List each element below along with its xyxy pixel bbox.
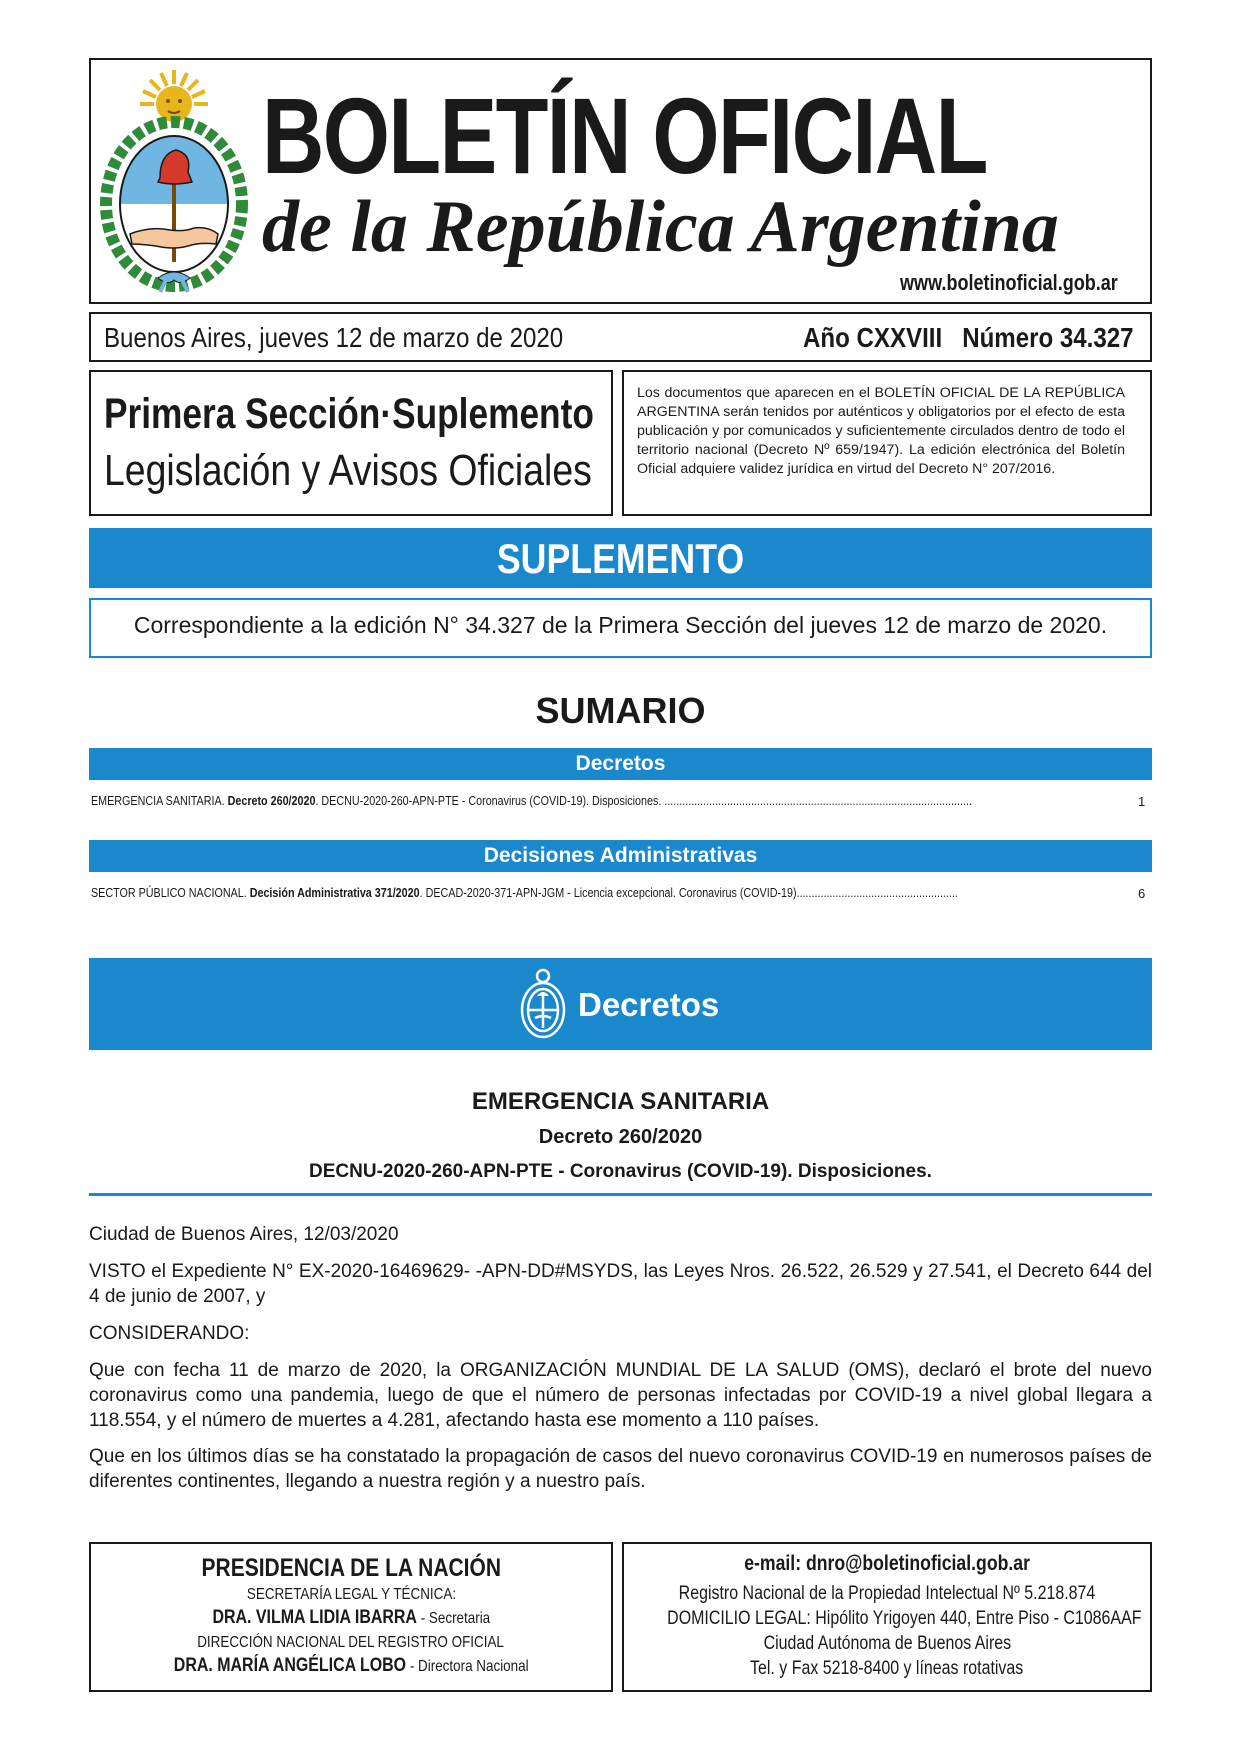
article-paragraph: VISTO el Expediente N° EX-2020-16469629- -APN-DD#MSYDS, las Leyes Nros. 26.522, 26.529 y 27.541, el Decreto 644 del 4 de junio de 2007, y xyxy=(89,1261,1152,1307)
footer-address-text: DOMICILIO LEGAL: Hipólito Yrigoyen 440, Entre Piso - C1086AAF xyxy=(667,1608,1142,1629)
issue-year-number: Año CXXVIII Número 34.327 xyxy=(803,322,1134,353)
sumario-title: SUMARIO xyxy=(535,690,706,731)
newspaper-subtitle: de la República Argentina xyxy=(262,186,1059,268)
article-paragraph: CONSIDERANDO: xyxy=(89,1323,250,1344)
footer-presidencia-text: PRESIDENCIA DE LA NACIÓN xyxy=(201,1554,501,1582)
toc-entry-decision[interactable] xyxy=(91,886,958,900)
toc-entry-title: Decreto 260/2020 xyxy=(227,794,316,808)
toc-page-number: 1 xyxy=(1138,794,1146,809)
footer-secretaria-role: - Secretaria xyxy=(416,1610,490,1627)
footer-registry xyxy=(622,1583,1152,1605)
sumario-heading-decisiones: Decisiones Administrativas xyxy=(89,840,1152,872)
legal-notice: Los documentos que aparecen en el BOLETÍN OFICIAL DE LA REPÚBLICA ARGENTINA serán tenidos por auténticos y obligatorios por el efecto de esta publicación y por comunicados y suficientemente circulados dentro de todo el territorio nacional (Decreto Nº 659/1947). La edición electrónica del Boletín Oficial adquiere validez jurídica en virtud del Decreto N° 207/2016. xyxy=(637,385,1125,477)
footer-email-text[interactable]: e-mail: dnro@boletinoficial.gob.ar xyxy=(744,1552,1030,1575)
article-paragraph: Ciudad de Buenos Aires, 12/03/2020 xyxy=(89,1224,399,1245)
footer-city-text: Ciudad Autónoma de Buenos Aires xyxy=(763,1633,1011,1654)
footer-direccion-label-text: DIRECCIÓN NACIONAL DEL REGISTRO OFICIAL xyxy=(197,1634,505,1651)
footer-secretaria-label-text: SECRETARÍA LEGAL Y TÉCNICA: xyxy=(246,1586,456,1603)
section-subtitle: Legislación y Avisos Oficiales xyxy=(104,446,592,495)
issue-date: Buenos Aires, jueves 12 de marzo de 2020 xyxy=(104,322,564,353)
toc-entry-title: Decisión Administrativa 371/2020 xyxy=(249,886,420,900)
section-title: Primera Sección·Suplemento xyxy=(104,390,594,438)
toc-entry-description: . DECAD-2020-371-APN-JGM - Licencia excepcional. Coronavirus (COVID-19)...................................................... xyxy=(419,886,958,900)
correspondence-text: Correspondiente a la edición N° 34.327 de la Primera Sección del jueves 12 de marzo de 2020. xyxy=(133,612,1108,638)
footer-directora-person: DRA. MARÍA ANGÉLICA LOBO xyxy=(173,1655,406,1676)
footer-secretaria-person: DRA. VILMA LIDIA IBARRA xyxy=(212,1607,417,1628)
article-paragraph: Que en los últimos días se ha constatado la propagación de casos del nuevo coronavirus COVID-19 en numerosos países de diferentes continentes, llegando a nuestra región y a nuestro país. xyxy=(89,1446,1152,1492)
decretos-band-label: Decretos xyxy=(578,986,720,1023)
toc-entry-prefix: SECTOR PÚBLICO NACIONAL. xyxy=(91,886,250,900)
coat-of-arms-icon xyxy=(100,66,248,294)
footer-phone-text: Tel. y Fax 5218-8400 y líneas rotativas xyxy=(750,1658,1024,1679)
article-paragraph: Que con fecha 11 de marzo de 2020, la ORGANIZACIÓN MUNDIAL DE LA SALUD (OMS), declaró el brote del nuevo coronavirus como una pandemia, luego de que el número de personas infectadas por COVID-19 a nivel global llegara a 118.554, y el número de muertes a 4.281, afectando hasta ese momento a 110 países. xyxy=(89,1360,1152,1431)
footer-city xyxy=(622,1633,1152,1655)
coat-of-arms-outline-icon xyxy=(517,966,569,1042)
suplemento-label: SUPLEMENTO xyxy=(496,535,745,582)
sumario-heading-decretos: Decretos xyxy=(89,748,1152,780)
newspaper-title: BOLETÍN OFICIAL xyxy=(262,75,987,196)
toc-entry-prefix: EMERGENCIA SANITARIA. xyxy=(91,794,228,808)
footer-address xyxy=(622,1608,1152,1630)
footer-phone xyxy=(622,1658,1152,1680)
footer-directora-role: - Directora Nacional xyxy=(405,1658,529,1675)
article-reference: DECNU-2020-260-APN-PTE - Coronavirus (COVID-19). Disposiciones. xyxy=(309,1161,932,1182)
website-link[interactable]: www.boletinoficial.gob.ar xyxy=(900,270,1118,295)
footer-secretaria-name xyxy=(89,1607,613,1629)
footer-email[interactable] xyxy=(622,1552,1152,1576)
footer-secretaria-label xyxy=(89,1586,613,1604)
footer-registry-text: Registro Nacional de la Propiedad Intelectual Nº 5.218.874 xyxy=(678,1583,1096,1604)
article-number: Decreto 260/2020 xyxy=(538,1126,703,1148)
article-topic: EMERGENCIA SANITARIA xyxy=(471,1088,770,1115)
toc-page-number: 6 xyxy=(1138,886,1146,901)
footer-directora-name xyxy=(89,1655,613,1677)
toc-entry-description: . DECNU-2020-260-APN-PTE - Coronavirus (COVID-19). Disposiciones. ....................................................................................................... xyxy=(315,794,972,808)
article-divider xyxy=(89,1193,1152,1196)
footer-presidencia xyxy=(89,1554,613,1583)
toc-entry-decreto[interactable] xyxy=(91,794,972,808)
footer-direccion-label xyxy=(89,1634,613,1652)
